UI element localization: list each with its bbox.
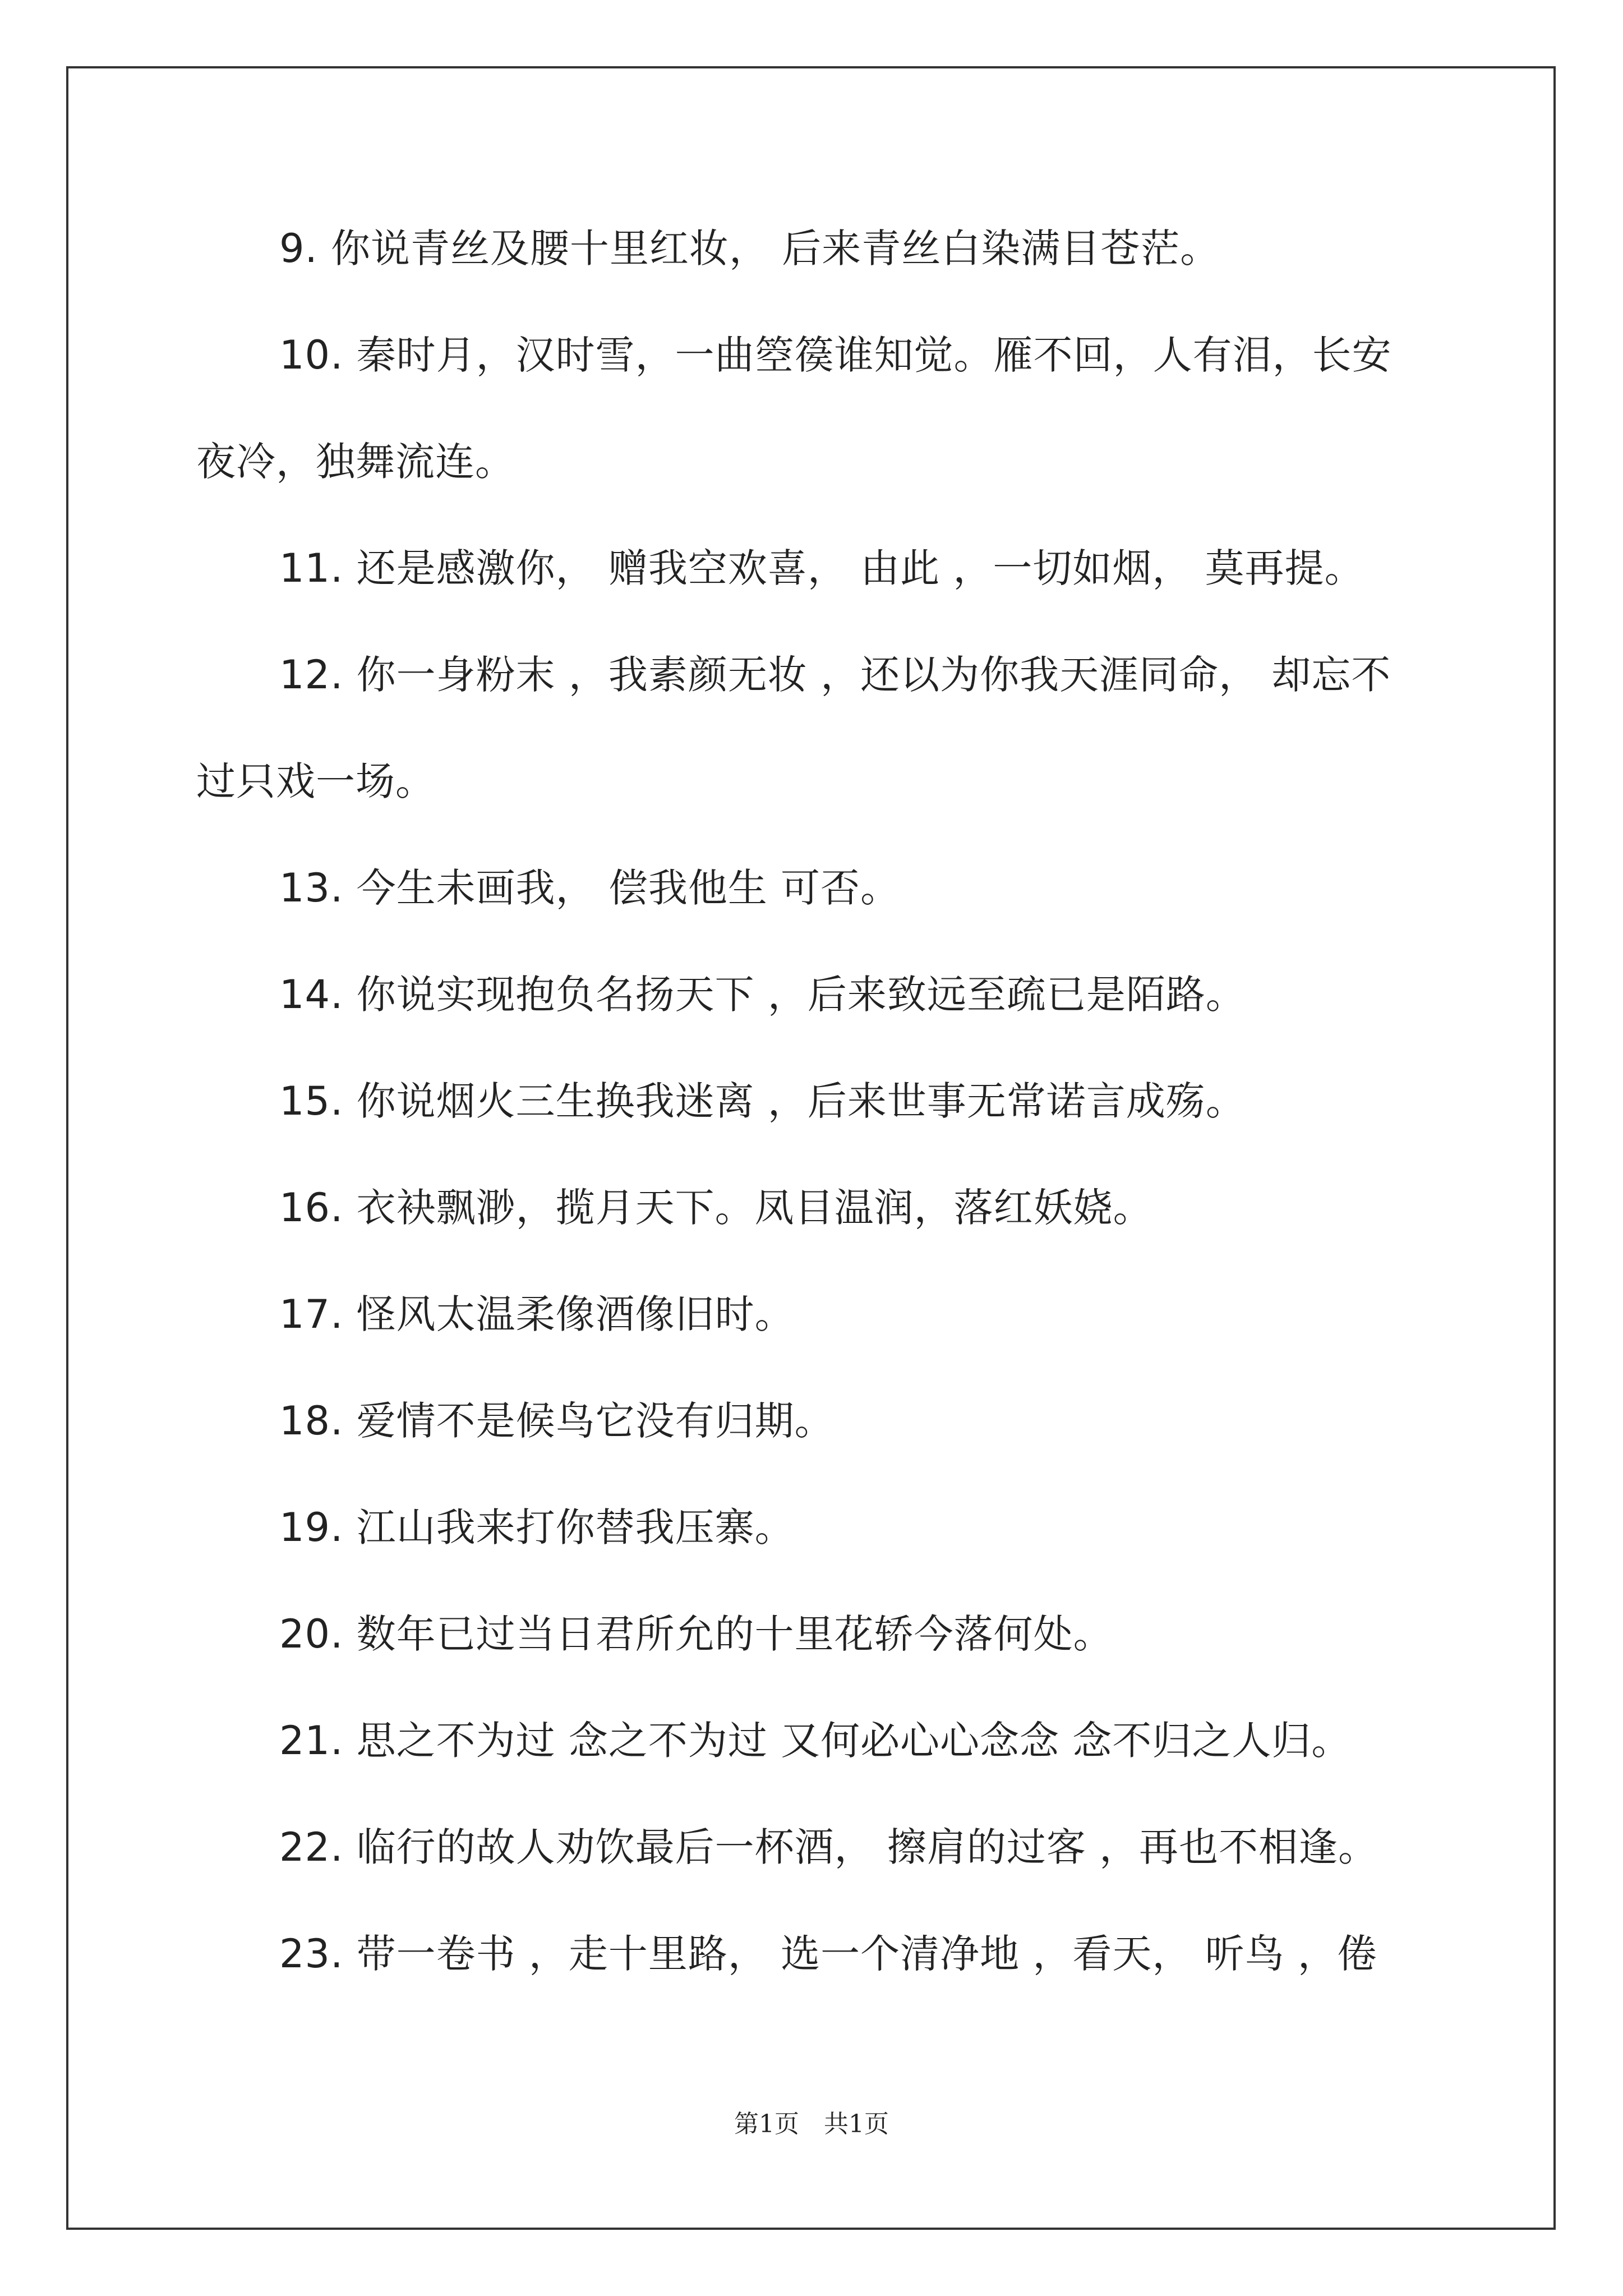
text-line: 10. 秦时月，汉时雪，一曲箜篌谁知觉。雁不回，人有泪，长安 bbox=[279, 332, 1392, 378]
text-line: 11. 还是感激你， 赠我空欢喜， 由此 ，一切如烟， 莫再提。 bbox=[279, 545, 1364, 591]
text-line: 20. 数年已过当日君所允的十里花轿今落何处。 bbox=[279, 1611, 1113, 1657]
text-line: 16. 衣袂飘渺，揽月天下。凤目温润，落红妖娆。 bbox=[279, 1185, 1153, 1231]
text-line: 18. 爱情不是候鸟它没有归期。 bbox=[279, 1398, 834, 1444]
text-line: 9. 你说青丝及腰十里红妆， 后来青丝白染满目苍茫。 bbox=[279, 226, 1220, 272]
text-line: 13. 今生未画我， 偿我他生 可否。 bbox=[279, 865, 901, 911]
text-line: 23. 带一卷书 ，走十里路， 选一个清净地 ，看天， 听鸟 ，倦 bbox=[279, 1931, 1377, 1977]
text-line: 过只戏一场。 bbox=[196, 758, 435, 804]
page-number-footer: 第1页 共1页 bbox=[734, 2110, 889, 2138]
text-line: 21. 思之不为过 念之不为过 又何必心心念念 念不归之人归。 bbox=[279, 1718, 1352, 1764]
text-line: 22. 临行的故人劝饮最后一杯酒， 擦肩的过客 ，再也不相逢。 bbox=[279, 1824, 1378, 1870]
text-line: 15. 你说烟火三生换我迷离 ，后来世事无常诺言成殇。 bbox=[279, 1078, 1246, 1124]
text-line: 19. 江山我来打你替我压寨。 bbox=[279, 1504, 795, 1550]
text-line: 12. 你一身粉末 ，我素颜无妆 ，还以为你我天涯同命， 却忘不 bbox=[279, 652, 1391, 698]
page-border bbox=[66, 66, 1556, 2230]
text-line: 14. 你说实现抱负名扬天下 ，后来致远至疏已是陌路。 bbox=[279, 972, 1246, 1018]
text-line: 夜冷，独舞流连。 bbox=[196, 439, 515, 485]
text-line: 17. 怪风太温柔像酒像旧时。 bbox=[279, 1291, 795, 1337]
